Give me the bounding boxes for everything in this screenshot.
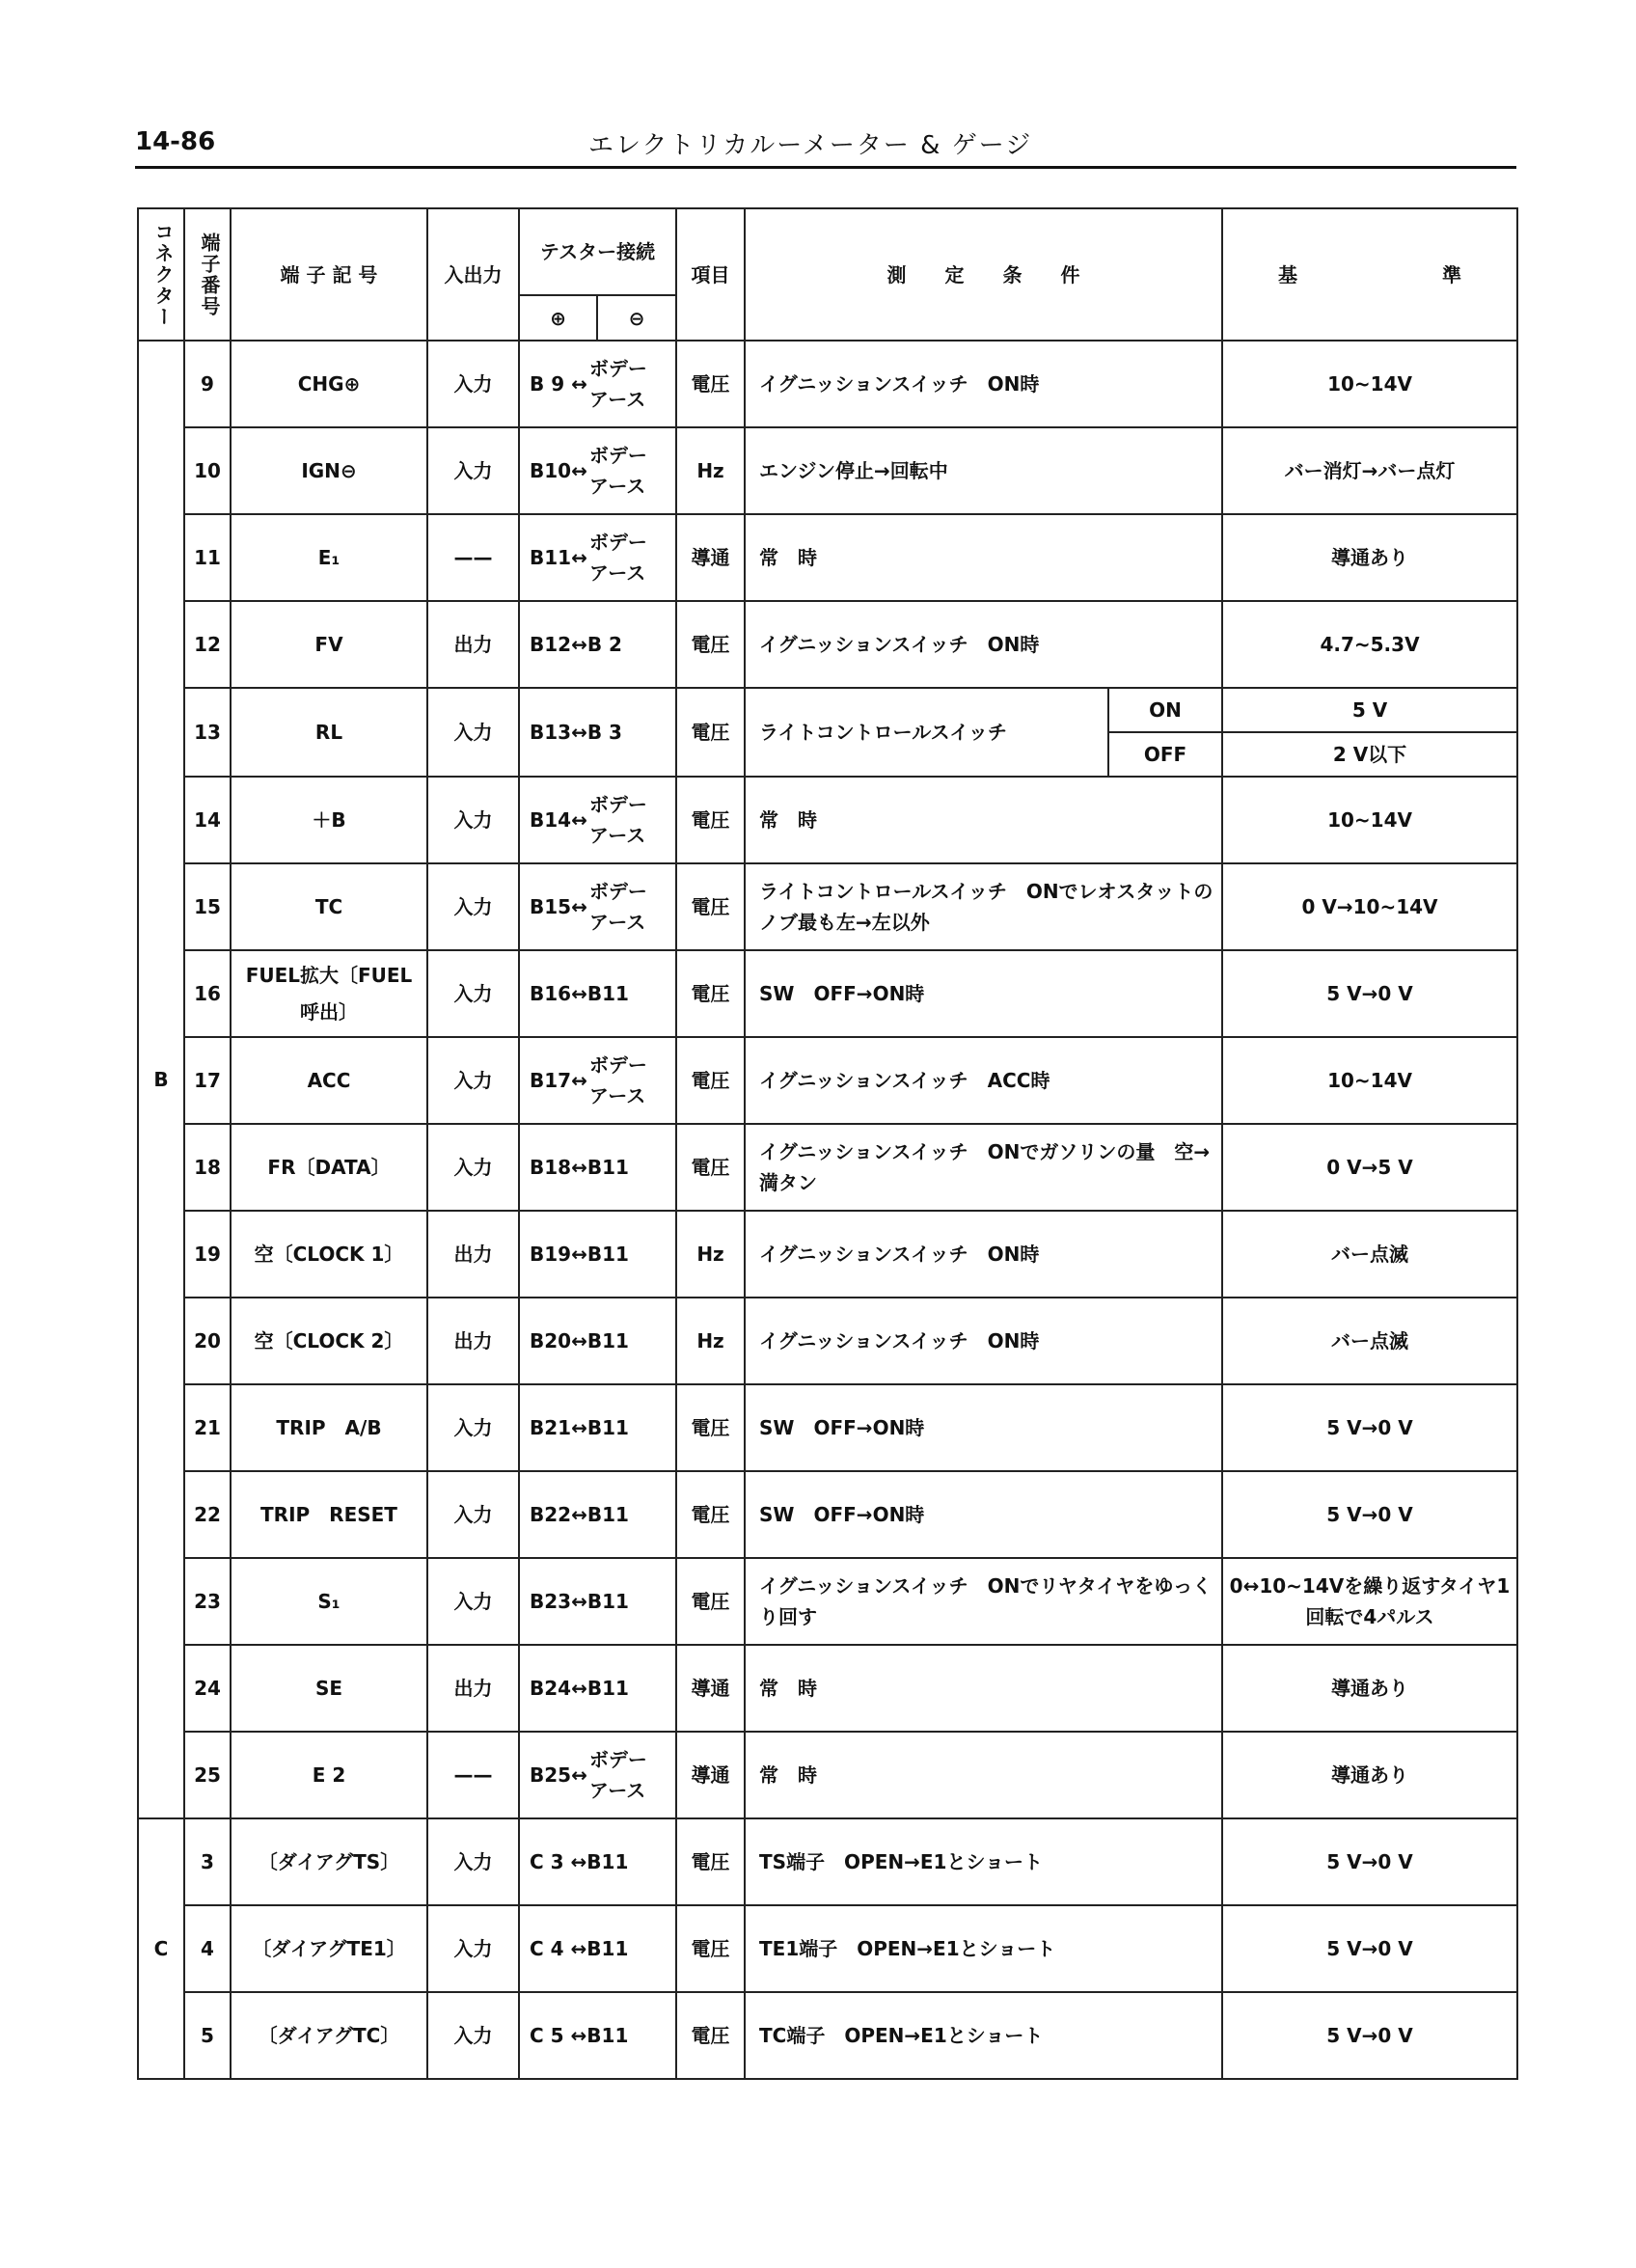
table-row — [138, 1384, 1517, 1471]
tester-terminal: B14↔ — [530, 808, 587, 832]
terminal-no: 5 — [184, 1992, 231, 2079]
tester-connection: B22↔B11 — [519, 1471, 676, 1558]
tester-connection: C 5 ↔B11 — [519, 1992, 676, 2079]
table-row — [138, 1558, 1517, 1645]
measure-condition: 常 時 — [745, 514, 1222, 601]
measure-item: 電圧 — [676, 1037, 745, 1124]
page-title: エレクトリカルーメーター & ゲージ — [588, 131, 1033, 160]
table-row — [138, 688, 1517, 732]
tester-body: ボデー — [588, 1053, 647, 1077]
measure-item: 導通 — [676, 1645, 745, 1732]
table-row — [138, 863, 1517, 950]
io-direction: 出力 — [427, 1298, 519, 1384]
measure-condition: エンジン停止→回転中 — [745, 427, 1222, 514]
io-direction: 入力 — [427, 1992, 519, 2079]
table-row — [138, 1471, 1517, 1558]
tester-connection: B19↔B11 — [519, 1211, 676, 1298]
tester-ground: アース — [588, 561, 646, 585]
terminal-symbol: SE — [231, 1645, 427, 1732]
io-direction: 入力 — [427, 950, 519, 1037]
io-direction: —— — [427, 514, 519, 601]
io-direction: —— — [427, 1732, 519, 1818]
tester-terminal: B 9 ↔ — [530, 372, 587, 396]
terminal-no: 20 — [184, 1298, 231, 1384]
header-tester-minus: ⊖ — [597, 295, 676, 341]
standard-value: 4.7~5.3V — [1222, 601, 1517, 688]
tester-connection — [519, 514, 676, 601]
tester-ground: アース — [588, 1084, 646, 1107]
tester-connection: B16↔B11 — [519, 950, 676, 1037]
measure-item: Hz — [676, 1298, 745, 1384]
measure-condition: 常 時 — [745, 1645, 1222, 1732]
terminal-symbol: CHG⊕ — [231, 341, 427, 427]
measure-condition: 常 時 — [745, 1732, 1222, 1818]
terminal-no: 4 — [184, 1905, 231, 1992]
terminal-symbol: TRIP RESET — [231, 1471, 427, 1558]
tester-body: ボデー — [588, 444, 647, 467]
tester-ground: アース — [588, 475, 646, 498]
measure-condition: イグニッションスイッチ ON時 — [745, 1298, 1222, 1384]
terminal-no: 9 — [184, 341, 231, 427]
terminal-no: 23 — [184, 1558, 231, 1645]
tester-connection: B18↔B11 — [519, 1124, 676, 1211]
table-row — [138, 1992, 1517, 2079]
tester-connection: B13↔B 3 — [519, 688, 676, 777]
terminal-symbol: 〔ダイアグTC〕 — [231, 1992, 427, 2079]
tester-terminal: B17↔ — [530, 1069, 587, 1092]
measure-condition: TS端子 OPEN→E1とショート — [745, 1818, 1222, 1905]
measure-item: 電圧 — [676, 1558, 745, 1645]
io-direction: 入力 — [427, 688, 519, 777]
tester-connection: B21↔B11 — [519, 1384, 676, 1471]
measure-item: 電圧 — [676, 601, 745, 688]
terminal-symbol: S₁ — [231, 1558, 427, 1645]
table-row — [138, 1124, 1517, 1211]
io-direction: 入力 — [427, 863, 519, 950]
tester-ground: アース — [588, 1779, 646, 1802]
table-row — [138, 1732, 1517, 1818]
standard-value: 10~14V — [1222, 777, 1517, 863]
tester-ground: アース — [588, 388, 646, 411]
measure-condition: 常 時 — [745, 777, 1222, 863]
terminal-no: 11 — [184, 514, 231, 601]
terminal-no: 3 — [184, 1818, 231, 1905]
terminal-no: 22 — [184, 1471, 231, 1558]
table-row — [138, 514, 1517, 601]
terminal-symbol: IGN⊖ — [231, 427, 427, 514]
tester-ground: アース — [588, 824, 646, 847]
terminal-symbol: RL — [231, 688, 427, 777]
table-row — [138, 427, 1517, 514]
tester-connection — [519, 777, 676, 863]
measure-item: Hz — [676, 427, 745, 514]
tester-body: ボデー — [588, 531, 647, 554]
measure-item: 電圧 — [676, 688, 745, 777]
measure-condition: イグニッションスイッチ ON時 — [745, 341, 1222, 427]
table-row — [138, 1037, 1517, 1124]
tester-terminal: B11↔ — [530, 546, 587, 569]
header-rule — [135, 166, 1516, 169]
standard-value: 2 V以下 — [1222, 732, 1517, 777]
io-direction: 入力 — [427, 1818, 519, 1905]
terminal-symbol: 〔ダイアグTS〕 — [231, 1818, 427, 1905]
standard-value: 5 V→0 V — [1222, 1471, 1517, 1558]
table-row — [138, 1905, 1517, 1992]
connector-label: B — [138, 341, 184, 1818]
standard-value: 5 V — [1222, 688, 1517, 732]
terminal-no: 16 — [184, 950, 231, 1037]
header-tester-plus: ⊕ — [519, 295, 597, 341]
io-direction: 出力 — [427, 601, 519, 688]
table-row — [138, 1211, 1517, 1298]
io-direction: 入力 — [427, 427, 519, 514]
io-direction: 入力 — [427, 1384, 519, 1471]
tester-connection: B20↔B11 — [519, 1298, 676, 1384]
tester-connection: B24↔B11 — [519, 1645, 676, 1732]
measure-condition: TC端子 OPEN→E1とショート — [745, 1992, 1222, 2079]
measure-condition: ライトコントロールスイッチ — [745, 688, 1108, 777]
standard-value: 5 V→0 V — [1222, 1992, 1517, 2079]
table-row — [138, 1645, 1517, 1732]
io-direction: 入力 — [427, 1124, 519, 1211]
io-direction: 出力 — [427, 1645, 519, 1732]
standard-value: 10~14V — [1222, 341, 1517, 427]
io-direction: 入力 — [427, 1905, 519, 1992]
terminal-symbol: ACC — [231, 1037, 427, 1124]
measure-condition: SW OFF→ON時 — [745, 1384, 1222, 1471]
tester-connection: C 4 ↔B11 — [519, 1905, 676, 1992]
tester-terminal: B25↔ — [530, 1763, 587, 1787]
table-row — [138, 1298, 1517, 1384]
measure-condition: ライトコントロールスイッチ ONでレオスタットのノブ最も左→左以外 — [745, 863, 1222, 950]
io-direction: 入力 — [427, 1558, 519, 1645]
measure-condition: イグニッションスイッチ ACC時 — [745, 1037, 1222, 1124]
measure-item: 電圧 — [676, 777, 745, 863]
terminal-inspection-table — [137, 207, 1518, 2080]
standard-value: 5 V→0 V — [1222, 950, 1517, 1037]
standard-value: 0 V→10~14V — [1222, 863, 1517, 950]
tester-connection — [519, 341, 676, 427]
standard-value: 5 V→0 V — [1222, 1384, 1517, 1471]
terminal-symbol: FUEL拡大〔FUEL呼出〕 — [231, 950, 427, 1037]
tester-terminal: B10↔ — [530, 459, 587, 482]
standard-value: バー点滅 — [1222, 1211, 1517, 1298]
measure-item: 電圧 — [676, 1818, 745, 1905]
standard-value: バー点滅 — [1222, 1298, 1517, 1384]
terminal-symbol: 空〔CLOCK 2〕 — [231, 1298, 427, 1384]
terminal-no: 14 — [184, 777, 231, 863]
page-number: 14-86 — [135, 127, 216, 156]
table-row — [138, 1818, 1517, 1905]
measure-item: 導通 — [676, 514, 745, 601]
terminal-symbol: TRIP A/B — [231, 1384, 427, 1471]
terminal-symbol: ＋B — [231, 777, 427, 863]
io-direction: 入力 — [427, 1471, 519, 1558]
terminal-no: 19 — [184, 1211, 231, 1298]
tester-ground: アース — [588, 911, 646, 934]
terminal-no: 18 — [184, 1124, 231, 1211]
measure-item: 電圧 — [676, 1124, 745, 1211]
terminal-symbol: 〔ダイアグTE1〕 — [231, 1905, 427, 1992]
measure-item: 電圧 — [676, 1905, 745, 1992]
terminal-symbol: E 2 — [231, 1732, 427, 1818]
terminal-no: 10 — [184, 427, 231, 514]
terminal-no: 12 — [184, 601, 231, 688]
tester-body: ボデー — [588, 793, 647, 816]
header-item: 項目 — [676, 208, 745, 341]
tester-connection: C 3 ↔B11 — [519, 1818, 676, 1905]
header-standard: 基 準 — [1222, 208, 1517, 341]
terminal-no: 13 — [184, 688, 231, 777]
measure-item: 電圧 — [676, 950, 745, 1037]
terminal-symbol: FV — [231, 601, 427, 688]
terminal-no: 25 — [184, 1732, 231, 1818]
standard-value: 10~14V — [1222, 1037, 1517, 1124]
tester-body: ボデー — [588, 1748, 647, 1771]
standard-value: 導通あり — [1222, 514, 1517, 601]
measure-item: 導通 — [676, 1732, 745, 1818]
measure-condition: イグニッションスイッチ ON時 — [745, 1211, 1222, 1298]
standard-value: 導通あり — [1222, 1645, 1517, 1732]
standard-value: 5 V→0 V — [1222, 1818, 1517, 1905]
standard-value: 0 V→5 V — [1222, 1124, 1517, 1211]
measure-condition: SW OFF→ON時 — [745, 1471, 1222, 1558]
table-row — [138, 341, 1517, 427]
terminal-symbol: TC — [231, 863, 427, 950]
measure-condition: イグニッションスイッチ ON時 — [745, 601, 1222, 688]
tester-connection — [519, 1037, 676, 1124]
standard-value: 導通あり — [1222, 1732, 1517, 1818]
tester-body: ボデー — [588, 357, 647, 380]
header-terminal-no: 端子番号 — [184, 208, 231, 341]
terminal-no: 24 — [184, 1645, 231, 1732]
connector-label: C — [138, 1818, 184, 2079]
io-direction: 出力 — [427, 1211, 519, 1298]
tester-terminal: B15↔ — [530, 895, 587, 918]
tester-body: ボデー — [588, 880, 647, 903]
measure-item: 電圧 — [676, 341, 745, 427]
terminal-symbol: FR〔DATA〕 — [231, 1124, 427, 1211]
measure-condition: SW OFF→ON時 — [745, 950, 1222, 1037]
switch-state: OFF — [1108, 732, 1222, 777]
switch-state: ON — [1108, 688, 1222, 732]
standard-value: バー消灯→バー点灯 — [1222, 427, 1517, 514]
io-direction: 入力 — [427, 1037, 519, 1124]
tester-connection — [519, 1732, 676, 1818]
header-tester: テスター接続 — [519, 208, 676, 295]
standard-value: 5 V→0 V — [1222, 1905, 1517, 1992]
terminal-no: 17 — [184, 1037, 231, 1124]
measure-item: 電圧 — [676, 1471, 745, 1558]
measure-item: 電圧 — [676, 1992, 745, 2079]
io-direction: 入力 — [427, 777, 519, 863]
tester-connection — [519, 863, 676, 950]
terminal-no: 21 — [184, 1384, 231, 1471]
io-direction: 入力 — [427, 341, 519, 427]
header-terminal-symbol: 端 子 記 号 — [231, 208, 427, 341]
measure-item: 電圧 — [676, 1384, 745, 1471]
terminal-symbol: E₁ — [231, 514, 427, 601]
measure-item: 電圧 — [676, 863, 745, 950]
header-condition: 測 定 条 件 — [745, 208, 1222, 341]
tester-connection: B23↔B11 — [519, 1558, 676, 1645]
measure-item: Hz — [676, 1211, 745, 1298]
standard-value: 0↔10~14Vを繰り返すタイヤ1回転で4パルス — [1222, 1558, 1517, 1645]
table-row — [138, 950, 1517, 1037]
terminal-symbol: 空〔CLOCK 1〕 — [231, 1211, 427, 1298]
measure-condition: イグニッションスイッチ ONでガソリンの量 空→満タン — [745, 1124, 1222, 1211]
header-connector: コネクター — [138, 208, 184, 341]
header-io: 入出力 — [427, 208, 519, 341]
table-row — [138, 777, 1517, 863]
measure-condition: イグニッションスイッチ ONでリヤタイヤをゆっくり回す — [745, 1558, 1222, 1645]
tester-connection: B12↔B 2 — [519, 601, 676, 688]
table-row — [138, 601, 1517, 688]
measure-condition: TE1端子 OPEN→E1とショート — [745, 1905, 1222, 1992]
terminal-no: 15 — [184, 863, 231, 950]
tester-connection — [519, 427, 676, 514]
